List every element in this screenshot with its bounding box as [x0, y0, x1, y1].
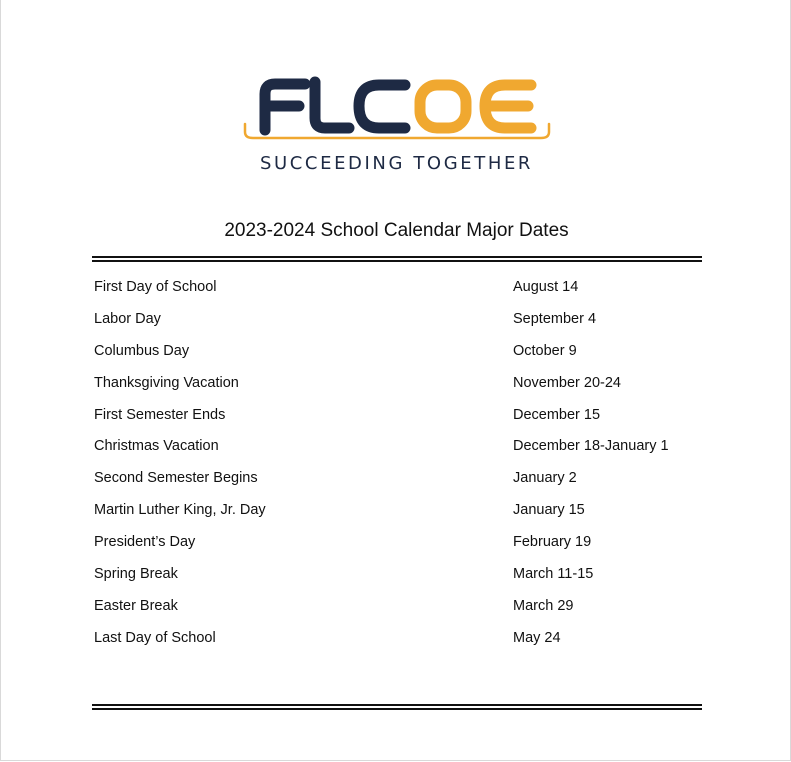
list-item — [94, 309, 694, 341]
event-name: Spring Break — [94, 566, 178, 583]
top-double-rule — [92, 256, 702, 262]
event-date: December 18-January 1 — [513, 438, 669, 455]
page-title: 2023-2024 School Calendar Major Dates — [224, 220, 569, 241]
list-item — [94, 341, 694, 373]
list-item — [94, 405, 694, 437]
event-name: President’s Day — [94, 534, 196, 551]
event-date: September 4 — [513, 310, 597, 327]
event-date: January 2 — [513, 470, 577, 487]
event-date: August 14 — [513, 279, 579, 295]
event-name: Easter Break — [94, 597, 178, 614]
event-name: Labor Day — [94, 310, 161, 327]
list-item — [94, 500, 694, 532]
event-date: February 19 — [513, 534, 592, 551]
list-item — [94, 628, 694, 660]
event-date: March 11-15 — [513, 566, 594, 583]
event-name: Last Day of School — [94, 629, 216, 646]
logo-tagline: SUCCEEDING TOGETHER — [259, 153, 534, 174]
event-name: Christmas Vacation — [94, 438, 219, 455]
event-name: First Semester Ends — [94, 406, 226, 423]
event-name: Columbus Day — [94, 342, 190, 359]
event-name: Thanksgiving Vacation — [94, 374, 239, 391]
event-date: March 29 — [513, 597, 574, 614]
flcoe-logo-mark — [241, 72, 553, 152]
event-date: December 15 — [513, 406, 601, 423]
event-name: Second Semester Begins — [94, 470, 258, 487]
list-item — [94, 468, 694, 500]
list-item — [94, 277, 694, 309]
event-name: First Day of School — [94, 279, 217, 295]
list-item — [94, 373, 694, 405]
event-date: October 9 — [513, 342, 577, 359]
bottom-double-rule — [92, 704, 702, 710]
event-date: January 15 — [513, 502, 585, 519]
list-item — [94, 596, 694, 628]
event-name: Martin Luther King, Jr. Day — [94, 502, 266, 519]
list-item — [94, 564, 694, 596]
list-item — [94, 532, 694, 564]
event-date: November 20-24 — [513, 374, 621, 391]
major-dates-list — [94, 277, 694, 660]
event-date: May 24 — [513, 629, 561, 646]
list-item — [94, 436, 694, 468]
